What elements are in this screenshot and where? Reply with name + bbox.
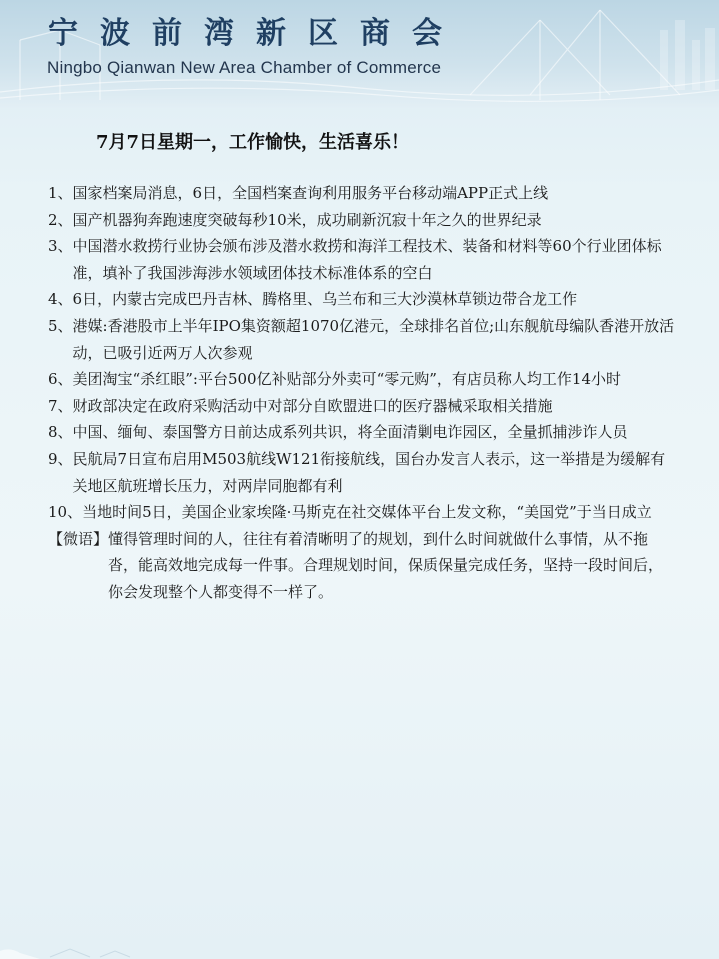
weiyu-text: 懂得管理时间的人，往往有着清晰明了的规划，到什么时间就做什么事情，从不拖沓，能高效地完成每一件事。合理规划时间，保质保量完成任务，坚持一段时间后，你会发现整个人都变得不一样了。 [108, 529, 664, 601]
news-item [48, 313, 678, 366]
news-item [48, 233, 678, 286]
news-item-text: 当地时间5日，美国企业家埃隆·马斯克在社交媒体平台上发文称，“美国党”于当日成立 [82, 503, 652, 522]
news-item-number: 2、 [48, 210, 73, 229]
chamber-title-cn: 宁波前湾新区商会 [48, 16, 464, 51]
news-item-number: 1、 [48, 184, 73, 202]
news-item-text: 民航局7日宣布启用M503航线W121衔接航线，国台办发言人表示，这一举措是为缓解有关地区航班增长压力，对两岸同胞都有利 [72, 449, 666, 495]
news-item [48, 499, 678, 526]
news-item-number: 6、 [48, 370, 73, 389]
news-item-text: 国产机器狗奔跑速度突破每秒10米，成功刷新沉寂十年之久的世界纪录 [72, 210, 542, 229]
news-item-number: 8、 [48, 423, 73, 442]
news-item-text: 中国、缅甸、泰国警方日前达成系列共识，将全面清剿电诈园区，全量抓捕涉诈人员 [72, 423, 628, 442]
news-item [48, 446, 678, 499]
news-item [48, 393, 678, 420]
news-item [48, 366, 678, 393]
news-item-text: 中国潜水救捞行业协会颁布涉及潜水救捞和海洋工程技术、装备和材料等60个行业团体标准，填补了我国涉海涉水领域团体技术标准体系的空白 [72, 237, 662, 282]
news-item-number: 4、 [48, 290, 73, 309]
news-item-number: 10、 [48, 503, 83, 522]
news-item-text: 财政部决定在政府采购活动中对部分自欧盟进口的医疗器械采取相关措施 [72, 396, 553, 415]
news-item-number: 5、 [48, 316, 73, 335]
news-item-number: 3、 [48, 237, 73, 256]
footer-decoration [0, 939, 719, 959]
weiyu-paragraph [48, 526, 678, 606]
header-banner [0, 0, 719, 108]
news-item-text: 国家档案局消息，6日，全国档案查询利用服务平台移动端APP正式上线 [72, 184, 549, 202]
news-item-text: 美团淘宝“杀红眼”:平台500亿补贴部分外卖可“零元购”，有店员称人均工作14小时 [72, 370, 621, 389]
news-item-text: 6日，内蒙古完成巴丹吉林、腾格里、乌兰布和三大沙漠林草锁边带合龙工作 [72, 290, 578, 309]
news-item-number: 7、 [48, 396, 73, 415]
news-item-number: 9、 [48, 449, 73, 468]
weiyu-label: 【微语】 [48, 529, 109, 548]
news-item [48, 207, 678, 234]
news-item [48, 419, 678, 446]
news-item [48, 286, 678, 313]
news-list [48, 180, 678, 606]
news-item [48, 180, 678, 207]
greeting-line: 7月7日星期一，工作愉快，生活喜乐！ [96, 132, 410, 153]
chamber-title-en: Ningbo Qianwan New Area Chamber of Commerce [47, 58, 442, 77]
news-item-text: 港媒:香港股市上半年IPO集资额超1070亿港元，全球排名首位;山东舰航母编队香港开放活动，已吸引近两万人次参观 [72, 316, 675, 362]
